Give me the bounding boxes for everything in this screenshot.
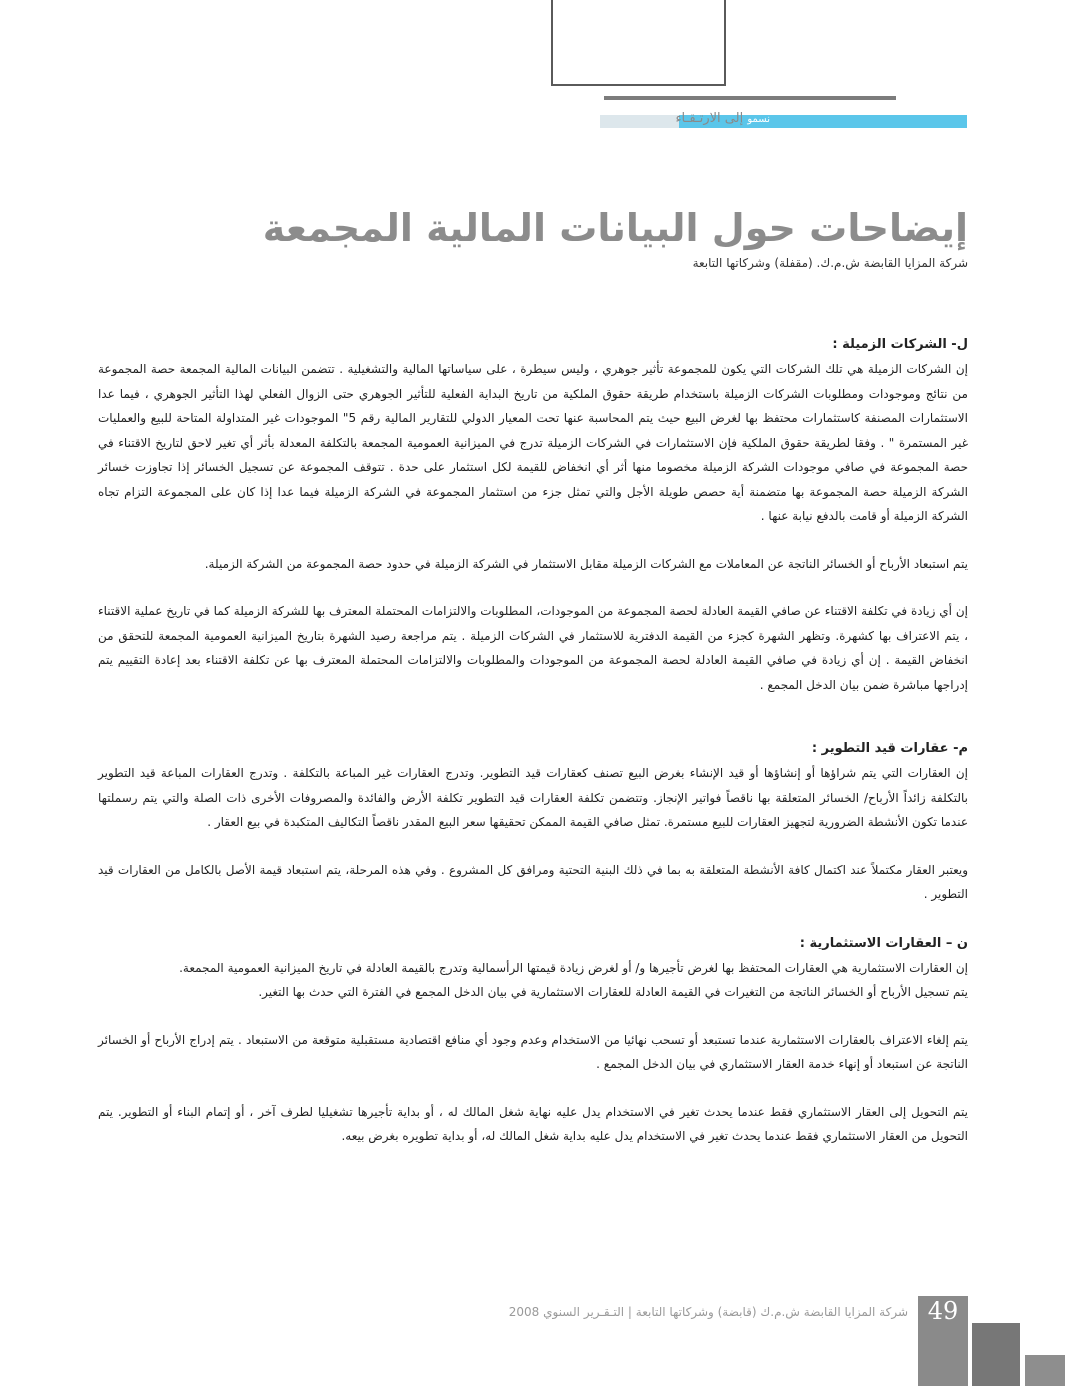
paragraph: يتم التحويل إلى العقار الاستثماري فقط عندما يحدث تغير في الاستخدام يدل عليه نهاية شغل المالك له ، أو بداية تأجيرها تشغيليا لطرف آخر ، أو إتمام البناء أو التطوير. يتم التحويل من العقار الاستثماري فقط عندما يحدث تغير في الاستخدام يدل عليه بداية شغل المالك له، أو بداية تطويره بغرض بيعه. (98, 1104, 968, 1143)
paragraph: إن الشركات الزميلة هي تلك الشركات التي يكون للمجموعة تأثير جوهري ، وليس سيطرة ، على سياساتها المالية والتشغيلية . تتضمن البيانات المالية المجمعة حصة المجموعة من نتائج وموجودات ومطلوبات الشركات الزميلة باستخدام طريقة حقوق الملكية من تاريخ البداية الفعلية للتأثير الجوهري حتى الزوال الفعلي لهذا التأثير الجوهري ، فيما عدا الاستثمارات المصنفة كاستثمارات محتفظ بها لغرض البيع حيث يتم المحاسبة عنها تحت المعيار الدولي للتقارير المالية رقم 5" الموجودات غير المتداولة المتاحة للبيع والعمليات غير المستمرة " . وفقا لطريقة حقوق الملكية فإن الاستثمارات في الشركات الزميلة تدرج في الميزانية العمومية المجمعة بالتكلفة المعدلة بأثر أي تغير لاحق لتاريخ الاقتناء في حصة المجموعة في صافي موجودات الشركة الزميلة مخصوما منها أثر أي انخفاض للقيمة لكل استثمار على حدة . تتوقف المجموعة عن تسجيل الخسائر إذا تجاوزت خسائر الشركة الزميلة حصة المجموعة بها متضمنة أية حصص طويلة الأجل والتي تمثل جزء من استثمار المجموعة في الشركة الزميلة فيما عدا إذا كان على المجموعة التزام تجاه الشركة الزميلة أو قامت بالدفع نيابة عنها . (98, 362, 968, 523)
top-frame (551, 0, 726, 86)
brand-slogan (600, 111, 770, 131)
brand-main: الارتـقـاء (675, 111, 721, 126)
paragraph: يتم إلغاء الاعتراف بالعقارات الاستثمارية عندما تستبعد أو تسحب نهائيا من الاستخدام وعدم وجود أي منافع اقتصادية مستقبلية متوقعة من الاستبعاد . يتم إدراج الأرباح أو الخسائر الناتجة عن استبعاد أو إنهاء خدمة العقار الاستثماري في بيان الدخل المجمع . (98, 1032, 968, 1071)
footer-text: شركة المزايا القابضة ش.م.ك (قابضة) وشركاتها التابعة | التـقـرير السنوي 2008 (508, 1305, 908, 1319)
paragraph: إن أي زيادة في تكلفة الاقتناء عن صافي القيمة العادلة لحصة المجموعة من الموجودات، المطلوبات والالتزامات المحتملة المعترف بها للشركة الزميلة كما في تاريخ عملية الاقتناء ، يتم الاعتراف بها كشهرة. وتظهر الشهرة كجزء من القيمة الدفترية للاستثمار في الشركات الزميلة . يتم مراجعة رصيد الشهرة بتاريخ الميزانية العمومية المجمعة للتحقق من انخفاض القيمة . إن أي زيادة في صافي القيمة العادلة لحصة المجموعة من الموجودات والمطلوبات والالتزامات المحتملة المعترف بها عن تكلفة الاقتناء بعد إعادة التقييم يتم إدراجها مباشرة ضمن بيان الدخل المجمع . (98, 604, 968, 692)
paragraph: إن العقارات الاستثمارية هي العقارات المحتفظ بها لغرض تأجيرها و/ أو لغرض زيادة قيمتها الرأسمالية وتدرج بالقيمة العادلة في تاريخ الميزانية العمومية المجمعة. (179, 960, 968, 975)
paragraph: يتم تسجيل الأرباح أو الخسائر الناتجة من التغيرات في القيمة العادلة للعقارات الاستثمارية في بيان الدخل المجمع في الفترة التي حدث بها التغير. (258, 985, 968, 999)
document-body (98, 333, 968, 1149)
section-heading-associates: ل- الشركات الزميلة : (832, 337, 968, 352)
decorative-block (1025, 1355, 1065, 1386)
page-title: إيضاحات حول البيانات المالية المجمعة (262, 206, 968, 250)
top-divider (604, 96, 896, 100)
page-subtitle: شركة المزايا القابضة ش.م.ك. (مقفلة) وشركاتها التابعة (692, 256, 968, 270)
page-number: 49 (927, 1297, 959, 1325)
section-heading-investment: ن – العقارات الاستثمارية : (799, 935, 968, 951)
section-heading-development: م- عقارات قيد التطوير : (811, 741, 968, 756)
paragraph: يتم استبعاد الأرباح أو الخسائر الناتجة عن المعاملات مع الشركات الزميلة مقابل الاستثمار في الشركة الزميلة في حدود حصة المجموعة من الشركة الزميلة. (204, 556, 968, 571)
brand-small: نسمو (747, 114, 770, 125)
paragraph: إن العقارات التي يتم شراؤها أو إنشاؤها أو قيد الإنشاء بغرض البيع تصنف كعقارات قيد التطوير. وتدرج العقارات غير المباعة بالتكلفة . وتدرج العقارات المباعة قيد التطوير بالتكلفة زائداً الأرباح/ الخسائر المتعلقة بها ناقصاً فواتير الإنجاز. وتتضمن تكلفة العقارات قيد التطوير تكلفة الأرض والفائدة والمصروفات الأخرى ذات الصلة والتي يتم رسملتها عندما تكون الأنشطة الضرورية لتجهيز العقارات للبيع مستمرة. تمثل صافي القيمة الممكن تحقيقها سعر البيع المقدر ناقصاً التكاليف المتكبدة في بيع العقار . (98, 766, 968, 829)
decorative-block (972, 1323, 1020, 1386)
brand-prefix: إلى (724, 111, 744, 126)
paragraph: ويعتبر العقار مكتملاً عند اكتمال كافة الأنشطة المتعلقة به بما في ذلك البنية التحتية ومرافق كل المشروع . وفي هذه المرحلة، يتم استبعاد قيمة الأصل بالكامل من العقارات قيد التطوير . (98, 862, 968, 901)
